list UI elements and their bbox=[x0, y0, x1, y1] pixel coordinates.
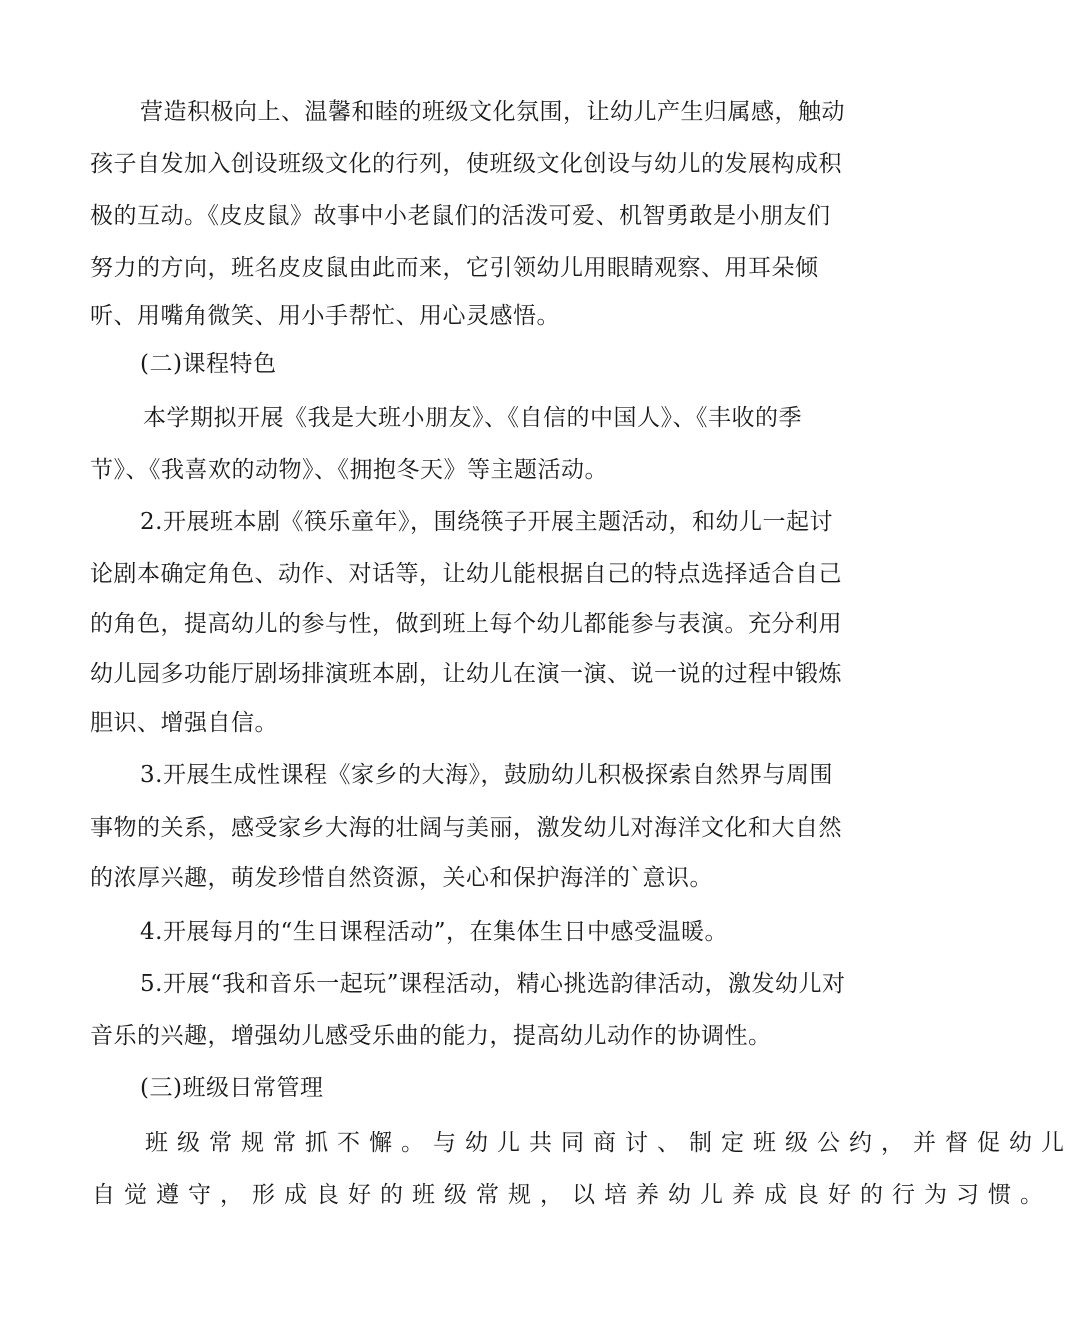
paragraph-line: 听、用嘴角微笑、用小手帮忙、用心灵感悟。 bbox=[90, 303, 560, 329]
paragraph-line: 3.开展生成性课程《家乡的大海》，鼓励幼儿积极探索自然界与周围 bbox=[140, 762, 833, 788]
paragraph-line: 幼儿园多功能厅剧场排演班本剧，让幼儿在演一演、说一说的过程中锻炼 bbox=[90, 661, 842, 687]
paragraph-line: 营造积极向上、温馨和睦的班级文化氛围，让幼儿产生归属感，触动 bbox=[140, 99, 845, 125]
paragraph-line: 4.开展每月的“生日课程活动”，在集体生日中感受温暖。 bbox=[140, 919, 728, 945]
paragraph-line: 自觉遵守，形成良好的班级常规，以培养幼儿养成良好的行为习惯。 bbox=[92, 1182, 1052, 1208]
paragraph-line: 事物的关系，感受家乡大海的壮阔与美丽，激发幼儿对海洋文化和大自然 bbox=[90, 815, 842, 841]
section-heading: (三)班级日常管理 bbox=[140, 1075, 324, 1101]
paragraph-line: 论剧本确定角色、动作、对话等，让幼儿能根据自己的特点选择适合自己 bbox=[90, 561, 842, 587]
paragraph-line: 极的互动。《皮皮鼠》故事中小老鼠们的活泼可爱、机智勇敢是小朋友们 bbox=[90, 203, 831, 229]
paragraph-line: 胆识、增强自信。 bbox=[90, 710, 278, 736]
section-heading: (二)课程特色 bbox=[140, 351, 277, 377]
paragraph-line: 音乐的兴趣，增强幼儿感受乐曲的能力，提高幼儿动作的协调性。 bbox=[90, 1023, 772, 1049]
paragraph-line: 本学期拟开展《我是大班小朋友》、《自信的中国人》、《丰收的季 bbox=[143, 405, 802, 431]
paragraph-line: 班级常规常抓不懈。与幼儿共同商讨、制定班级公约，并督促幼儿 bbox=[145, 1130, 1073, 1156]
paragraph-line: 5.开展“我和音乐一起玩”课程活动，精心挑选韵律活动，激发幼儿对 bbox=[140, 971, 846, 997]
paragraph-line: 2.开展班本剧《筷乐童年》，围绕筷子开展主题活动，和幼儿一起讨 bbox=[140, 509, 833, 535]
paragraph-line: 努力的方向，班名皮皮鼠由此而来，它引领幼儿用眼睛观察、用耳朵倾 bbox=[90, 255, 819, 281]
paragraph-line: 的角色，提高幼儿的参与性，做到班上每个幼儿都能参与表演。充分利用 bbox=[90, 611, 842, 637]
paragraph-line: 的浓厚兴趣，萌发珍惜自然资源，关心和保护海洋的`意识。 bbox=[90, 865, 713, 891]
paragraph-line: 孩子自发加入创设班级文化的行列，使班级文化创设与幼儿的发展构成积 bbox=[90, 151, 842, 177]
paragraph-line: 节》、《我喜欢的动物》、《拥抱冬天》等主题活动。 bbox=[90, 457, 608, 483]
